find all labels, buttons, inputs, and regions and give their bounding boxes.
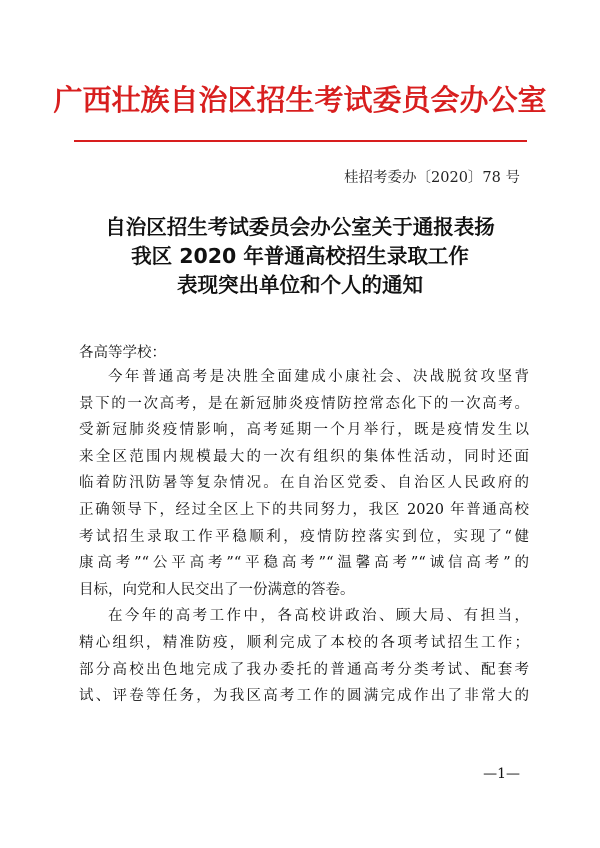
paragraph-2-line: 试、评卷等任务，为我区高考工作的圆满完成作出了非常大的	[79, 688, 529, 705]
paragraph-1-line: 目标，向党和人民交出了一份满意的答卷。	[79, 581, 355, 598]
title-line: 自治区招生考试委员会办公室关于通报表扬	[105, 215, 495, 239]
paragraph-1-line: 临着防汛防暑等复杂情况。在自治区党委、自治区人民政府的	[79, 475, 529, 492]
paragraph-1-line: 来全区范围内规模最大的一次有组织的集体性活动，同时还面	[79, 448, 529, 465]
page-number: —1—	[483, 766, 520, 782]
paragraph-1-line: 正确领导下，经过全区上下的共同努力，我区 2020 年普通高校	[79, 501, 529, 518]
letterhead-title: 广西壮族自治区招生考试委员会办公室	[53, 83, 547, 117]
body-text	[79, 364, 529, 710]
letterhead-red-rule	[74, 140, 527, 142]
document-title	[0, 213, 600, 300]
paragraph-2-line: 在今年的高考工作中，各高校讲政治、顾大局、有担当，	[108, 608, 529, 625]
document-number: 桂招考委办〔2020〕78 号	[344, 170, 520, 186]
paragraph-2-line: 精心组织，精准防疫，顺利完成了本校的各项考试招生工作；	[79, 634, 529, 651]
title-line: 表现突出单位和个人的通知	[177, 273, 423, 297]
paragraph-1-line: 今年普通高考是决胜全面建成小康社会、决战脱贫攻坚背	[108, 369, 529, 385]
paragraph-2-line: 部分高校出色地完成了我办委托的普通高考分类考试、配套考	[79, 661, 529, 678]
paragraph-1-line: 景下的一次高考，是在新冠肺炎疫情防控常态化下的一次高考。	[79, 395, 529, 412]
title-line: 我区 2020 年普通高校招生录取工作	[131, 244, 469, 268]
paragraph-1-line: 考试招生录取工作平稳顺利，疫情防控落实到位，实现了“健	[79, 528, 529, 545]
paragraph-1-line: 受新冠肺炎疫情影响，高考延期一个月举行，既是疫情发生以	[79, 422, 529, 439]
paragraph-1-line: 康高考”“公平高考”“平稳高考”“温馨高考”“诚信高考”的	[79, 555, 529, 572]
salutation: 各高等学校：	[79, 345, 166, 361]
